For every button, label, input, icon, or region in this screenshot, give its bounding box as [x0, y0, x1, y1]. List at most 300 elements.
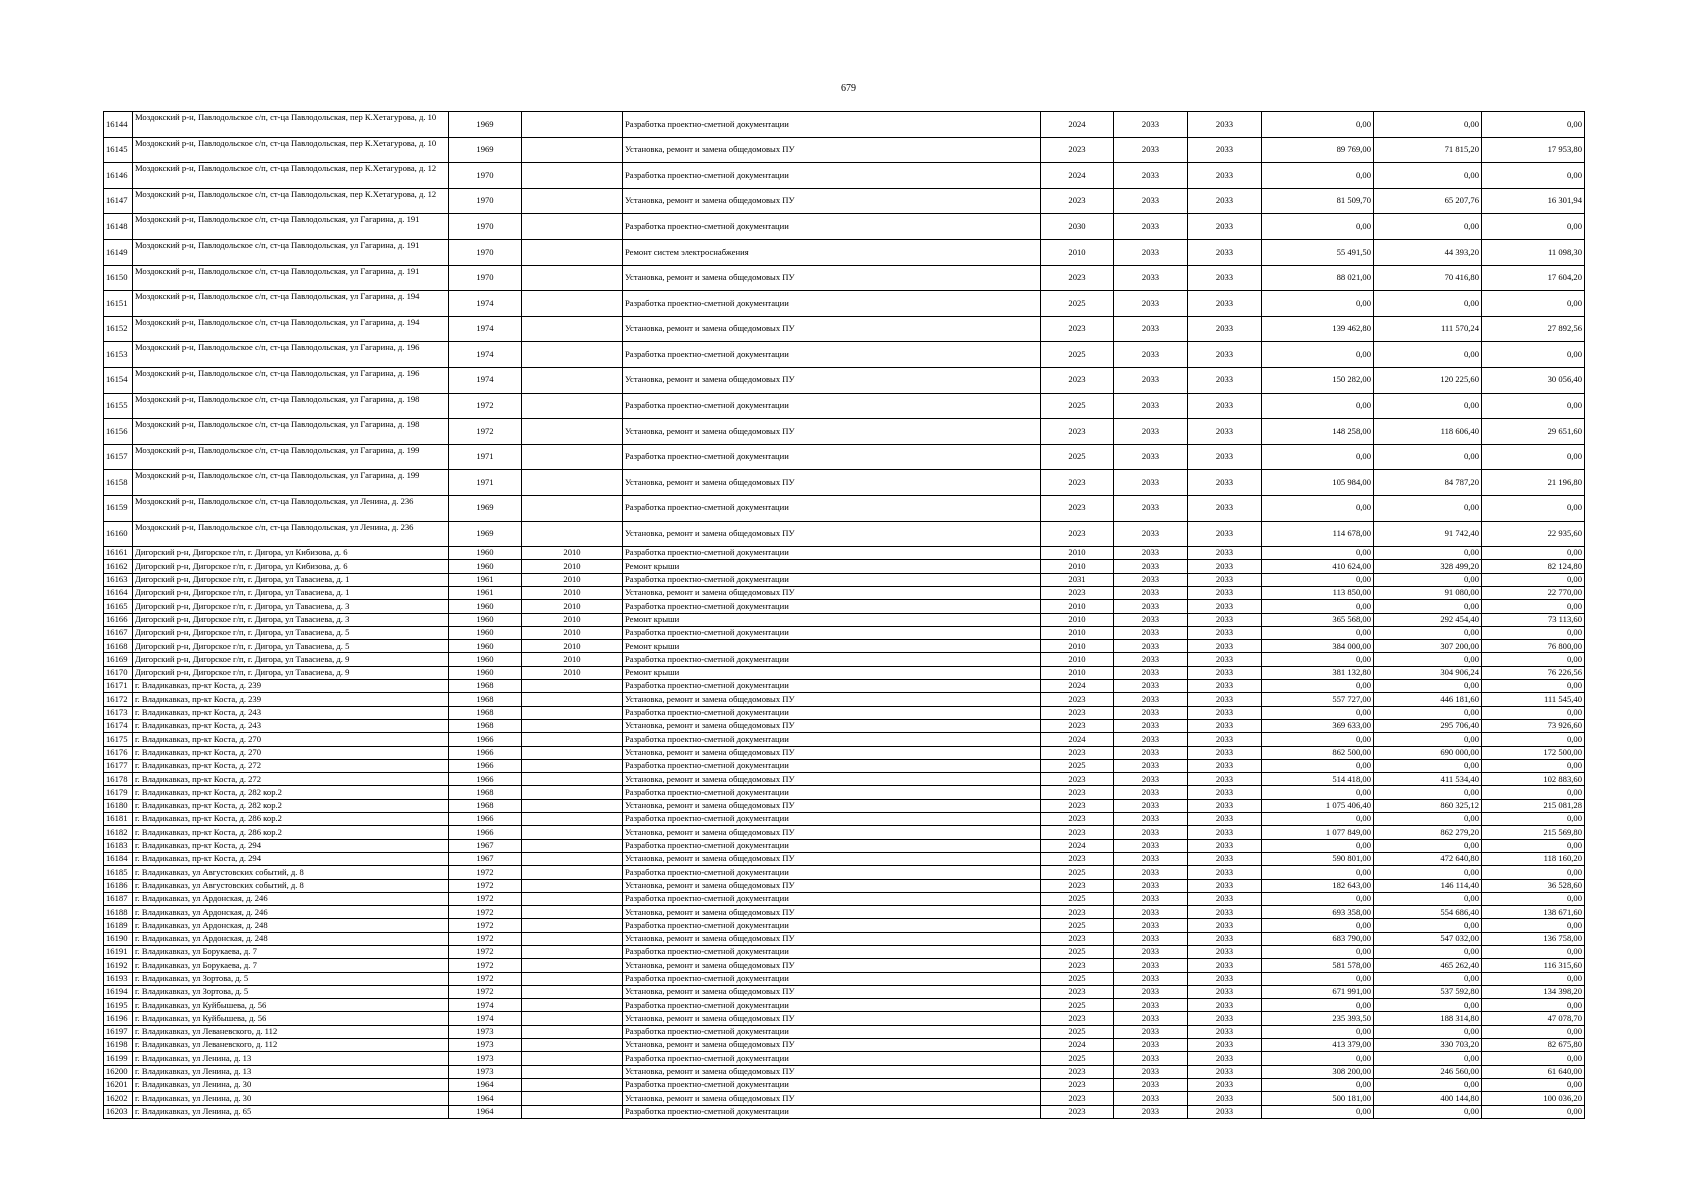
table-row	[104, 495, 1585, 521]
plan-year-cell: 2010	[1041, 613, 1114, 626]
fund-cost-cell: 0,00	[1374, 972, 1482, 985]
work-type-cell: Установка, ремонт и замена общедомовых ПУ	[623, 693, 1041, 706]
period-end-cell: 2033	[1188, 188, 1262, 214]
fund-cost-cell: 465 262,40	[1374, 959, 1482, 972]
work-type-cell: Ремонт крыши	[623, 613, 1041, 626]
work-type-cell: Установка, ремонт и замена общедомовых ПУ	[623, 367, 1041, 393]
period-end-cell: 2033	[1188, 1052, 1262, 1065]
owner-cost-cell: 0,00	[1482, 972, 1585, 985]
address-cell: Моздокский р-н, Павлодольское с/п, ст-ца Павлодольская, ул Гагарина, д. 194	[133, 291, 449, 317]
build-year-cell: 1972	[449, 959, 522, 972]
fund-cost-cell: 146 114,40	[1374, 879, 1482, 892]
fund-cost-cell: 0,00	[1374, 214, 1482, 240]
address-cell: г. Владикавказ, ул Леваневского, д. 112	[133, 1025, 449, 1038]
address-cell: г. Владикавказ, ул Ленина, д. 13	[133, 1052, 449, 1065]
row-number-cell: 16172	[104, 693, 133, 706]
work-type-cell: Разработка проектно-сметной документации	[623, 495, 1041, 521]
total-cost-cell: 0,00	[1262, 600, 1374, 613]
fund-cost-cell: 0,00	[1374, 999, 1482, 1012]
plan-year-cell: 2024	[1041, 163, 1114, 189]
build-year-cell: 1971	[449, 444, 522, 470]
repair-year-cell	[522, 972, 623, 985]
repair-year-cell	[522, 1078, 623, 1091]
address-cell: Моздокский р-н, Павлодольское с/п, ст-ца Павлодольская, пер К.Хетагурова, д. 12	[133, 188, 449, 214]
address-cell: Дигорский р-н, Дигорское г/п, г. Дигора, ул Тавасиева, д. 3	[133, 613, 449, 626]
table-row	[104, 813, 1585, 826]
repair-year-cell	[522, 1012, 623, 1025]
address-cell: г. Владикавказ, ул Августовских событий, д. 8	[133, 879, 449, 892]
repair-year-cell	[522, 470, 623, 496]
table-row	[104, 1105, 1585, 1118]
period-end-cell: 2033	[1188, 813, 1262, 826]
work-type-cell: Разработка проектно-сметной документации	[623, 972, 1041, 985]
total-cost-cell: 0,00	[1262, 866, 1374, 879]
fund-cost-cell: 0,00	[1374, 291, 1482, 317]
total-cost-cell: 0,00	[1262, 1025, 1374, 1038]
period-start-cell: 2033	[1114, 1105, 1188, 1118]
work-type-cell: Установка, ремонт и замена общедомовых ПУ	[623, 137, 1041, 163]
owner-cost-cell: 29 651,60	[1482, 419, 1585, 445]
fund-cost-cell: 554 686,40	[1374, 906, 1482, 919]
period-end-cell: 2033	[1188, 573, 1262, 586]
fund-cost-cell: 0,00	[1374, 919, 1482, 932]
fund-cost-cell: 0,00	[1374, 495, 1482, 521]
period-end-cell: 2033	[1188, 972, 1262, 985]
table-row	[104, 239, 1585, 265]
total-cost-cell: 0,00	[1262, 444, 1374, 470]
period-end-cell: 2033	[1188, 985, 1262, 998]
repair-year-cell	[522, 1052, 623, 1065]
plan-year-cell: 2025	[1041, 393, 1114, 419]
address-cell: г. Владикавказ, ул Леваневского, д. 112	[133, 1039, 449, 1052]
row-number-cell: 16182	[104, 826, 133, 839]
row-number-cell: 16163	[104, 573, 133, 586]
period-start-cell: 2033	[1114, 1092, 1188, 1105]
total-cost-cell: 139 462,80	[1262, 316, 1374, 342]
period-end-cell: 2033	[1188, 706, 1262, 719]
plan-year-cell: 2024	[1041, 839, 1114, 852]
period-end-cell: 2033	[1188, 826, 1262, 839]
repair-year-cell	[522, 799, 623, 812]
plan-year-cell: 2030	[1041, 214, 1114, 240]
total-cost-cell: 0,00	[1262, 573, 1374, 586]
work-type-cell: Установка, ремонт и замена общедомовых ПУ	[623, 799, 1041, 812]
build-year-cell: 1968	[449, 693, 522, 706]
build-year-cell: 1969	[449, 137, 522, 163]
address-cell: г. Владикавказ, ул Борукаева, д. 7	[133, 946, 449, 959]
work-type-cell: Установка, ремонт и замена общедомовых ПУ	[623, 1039, 1041, 1052]
period-start-cell: 2033	[1114, 746, 1188, 759]
work-type-cell: Установка, ремонт и замена общедомовых ПУ	[623, 1092, 1041, 1105]
owner-cost-cell: 21 196,80	[1482, 470, 1585, 496]
total-cost-cell: 0,00	[1262, 1078, 1374, 1091]
work-type-cell: Разработка проектно-сметной документации	[623, 573, 1041, 586]
row-number-cell: 16191	[104, 946, 133, 959]
build-year-cell: 1960	[449, 653, 522, 666]
table-row	[104, 799, 1585, 812]
build-year-cell: 1969	[449, 521, 522, 547]
fund-cost-cell: 547 032,00	[1374, 932, 1482, 945]
fund-cost-cell: 472 640,80	[1374, 852, 1482, 865]
period-start-cell: 2033	[1114, 773, 1188, 786]
repair-year-cell	[522, 746, 623, 759]
fund-cost-cell: 0,00	[1374, 706, 1482, 719]
repair-year-cell: 2010	[522, 560, 623, 573]
owner-cost-cell: 116 315,60	[1482, 959, 1585, 972]
period-end-cell: 2033	[1188, 265, 1262, 291]
repair-year-cell: 2010	[522, 547, 623, 560]
address-cell: Моздокский р-н, Павлодольское с/п, ст-ца Павлодольская, ул Гагарина, д. 198	[133, 393, 449, 419]
period-end-cell: 2033	[1188, 946, 1262, 959]
total-cost-cell: 0,00	[1262, 495, 1374, 521]
period-end-cell: 2033	[1188, 316, 1262, 342]
work-type-cell: Разработка проектно-сметной документации	[623, 999, 1041, 1012]
table-row	[104, 342, 1585, 368]
table-row	[104, 839, 1585, 852]
owner-cost-cell: 0,00	[1482, 163, 1585, 189]
plan-year-cell: 2023	[1041, 419, 1114, 445]
address-cell: Моздокский р-н, Павлодольское с/п, ст-ца Павлодольская, ул Гагарина, д. 199	[133, 444, 449, 470]
table-row	[104, 706, 1585, 719]
fund-cost-cell: 292 454,40	[1374, 613, 1482, 626]
address-cell: Моздокский р-н, Павлодольское с/п, ст-ца Павлодольская, ул Гагарина, д. 198	[133, 419, 449, 445]
period-end-cell: 2033	[1188, 746, 1262, 759]
work-type-cell: Разработка проектно-сметной документации	[623, 600, 1041, 613]
address-cell: Дигорский р-н, Дигорское г/п, г. Дигора, ул Кибизова, д. 6	[133, 560, 449, 573]
owner-cost-cell: 73 926,60	[1482, 719, 1585, 732]
table-row	[104, 972, 1585, 985]
work-type-cell: Установка, ремонт и замена общедомовых ПУ	[623, 959, 1041, 972]
plan-year-cell: 2023	[1041, 746, 1114, 759]
table-row	[104, 613, 1585, 626]
address-cell: г. Владикавказ, ул Ленина, д. 13	[133, 1065, 449, 1078]
period-start-cell: 2033	[1114, 999, 1188, 1012]
row-number-cell: 16169	[104, 653, 133, 666]
repair-year-cell	[522, 1092, 623, 1105]
work-type-cell: Разработка проектно-сметной документации	[623, 1052, 1041, 1065]
period-start-cell: 2033	[1114, 163, 1188, 189]
owner-cost-cell: 136 758,00	[1482, 932, 1585, 945]
period-start-cell: 2033	[1114, 419, 1188, 445]
work-type-cell: Установка, ремонт и замена общедомовых ПУ	[623, 719, 1041, 732]
period-end-cell: 2033	[1188, 680, 1262, 693]
period-end-cell: 2033	[1188, 892, 1262, 905]
row-number-cell: 16190	[104, 932, 133, 945]
period-end-cell: 2033	[1188, 1025, 1262, 1038]
plan-year-cell: 2023	[1041, 316, 1114, 342]
period-end-cell: 2033	[1188, 393, 1262, 419]
owner-cost-cell: 172 500,00	[1482, 746, 1585, 759]
address-cell: г. Владикавказ, пр-кт Коста, д. 282 кор.2	[133, 786, 449, 799]
table-row	[104, 866, 1585, 879]
period-start-cell: 2033	[1114, 573, 1188, 586]
address-cell: Моздокский р-н, Павлодольское с/п, ст-ца Павлодольская, ул Ленина, д. 236	[133, 521, 449, 547]
total-cost-cell: 0,00	[1262, 112, 1374, 138]
owner-cost-cell: 22 935,60	[1482, 521, 1585, 547]
period-start-cell: 2033	[1114, 600, 1188, 613]
fund-cost-cell: 0,00	[1374, 759, 1482, 772]
repair-year-cell	[522, 866, 623, 879]
address-cell: г. Владикавказ, ул Ленина, д. 30	[133, 1078, 449, 1091]
period-end-cell: 2033	[1188, 163, 1262, 189]
period-start-cell: 2033	[1114, 959, 1188, 972]
fund-cost-cell: 860 325,12	[1374, 799, 1482, 812]
fund-cost-cell: 71 815,20	[1374, 137, 1482, 163]
owner-cost-cell: 82 124,80	[1482, 560, 1585, 573]
total-cost-cell: 369 633,00	[1262, 719, 1374, 732]
build-year-cell: 1974	[449, 342, 522, 368]
period-end-cell: 2033	[1188, 640, 1262, 653]
table-row	[104, 759, 1585, 772]
total-cost-cell: 0,00	[1262, 839, 1374, 852]
address-cell: Моздокский р-н, Павлодольское с/п, ст-ца Павлодольская, пер К.Хетагурова, д. 10	[133, 137, 449, 163]
address-cell: Моздокский р-н, Павлодольское с/п, ст-ца Павлодольская, ул Гагарина, д. 191	[133, 265, 449, 291]
repair-year-cell	[522, 137, 623, 163]
period-start-cell: 2033	[1114, 547, 1188, 560]
build-year-cell: 1967	[449, 852, 522, 865]
plan-year-cell: 2024	[1041, 680, 1114, 693]
total-cost-cell: 89 769,00	[1262, 137, 1374, 163]
period-start-cell: 2033	[1114, 1052, 1188, 1065]
build-year-cell: 1960	[449, 666, 522, 679]
repair-year-cell	[522, 879, 623, 892]
owner-cost-cell: 215 569,80	[1482, 826, 1585, 839]
work-type-cell: Разработка проектно-сметной документации	[623, 163, 1041, 189]
period-start-cell: 2033	[1114, 316, 1188, 342]
row-number-cell: 16164	[104, 586, 133, 599]
work-type-cell: Разработка проектно-сметной документации	[623, 866, 1041, 879]
repair-year-cell	[522, 214, 623, 240]
total-cost-cell: 0,00	[1262, 813, 1374, 826]
plan-year-cell: 2010	[1041, 626, 1114, 639]
address-cell: Моздокский р-н, Павлодольское с/п, ст-ца Павлодольская, ул Гагарина, д. 194	[133, 316, 449, 342]
period-end-cell: 2033	[1188, 560, 1262, 573]
fund-cost-cell: 120 225,60	[1374, 367, 1482, 393]
period-end-cell: 2033	[1188, 866, 1262, 879]
row-number-cell: 16157	[104, 444, 133, 470]
row-number-cell: 16161	[104, 547, 133, 560]
build-year-cell: 1960	[449, 626, 522, 639]
period-end-cell: 2033	[1188, 291, 1262, 317]
plan-year-cell: 2024	[1041, 1039, 1114, 1052]
plan-year-cell: 2023	[1041, 188, 1114, 214]
repair-year-cell	[522, 680, 623, 693]
build-year-cell: 1972	[449, 866, 522, 879]
total-cost-cell: 0,00	[1262, 892, 1374, 905]
owner-cost-cell: 82 675,80	[1482, 1039, 1585, 1052]
row-number-cell: 16148	[104, 214, 133, 240]
owner-cost-cell: 30 056,40	[1482, 367, 1585, 393]
table-row	[104, 1065, 1585, 1078]
row-number-cell: 16175	[104, 733, 133, 746]
owner-cost-cell: 111 545,40	[1482, 693, 1585, 706]
fund-cost-cell: 0,00	[1374, 1078, 1482, 1091]
repair-year-cell	[522, 1065, 623, 1078]
period-end-cell: 2033	[1188, 1012, 1262, 1025]
row-number-cell: 16158	[104, 470, 133, 496]
table-row	[104, 214, 1585, 240]
plan-year-cell: 2025	[1041, 444, 1114, 470]
total-cost-cell: 308 200,00	[1262, 1065, 1374, 1078]
period-end-cell: 2033	[1188, 799, 1262, 812]
fund-cost-cell: 65 207,76	[1374, 188, 1482, 214]
period-start-cell: 2033	[1114, 214, 1188, 240]
repair-year-cell	[522, 521, 623, 547]
repair-year-cell	[522, 342, 623, 368]
total-cost-cell: 150 282,00	[1262, 367, 1374, 393]
work-type-cell: Разработка проектно-сметной документации	[623, 1105, 1041, 1118]
period-start-cell: 2033	[1114, 666, 1188, 679]
row-number-cell: 16194	[104, 985, 133, 998]
period-start-cell: 2033	[1114, 866, 1188, 879]
fund-cost-cell: 330 703,20	[1374, 1039, 1482, 1052]
plan-year-cell: 2023	[1041, 265, 1114, 291]
row-number-cell: 16145	[104, 137, 133, 163]
address-cell: Дигорский р-н, Дигорское г/п, г. Дигора, ул Тавасиева, д. 1	[133, 586, 449, 599]
owner-cost-cell: 0,00	[1482, 1025, 1585, 1038]
row-number-cell: 16168	[104, 640, 133, 653]
total-cost-cell: 105 984,00	[1262, 470, 1374, 496]
period-end-cell: 2033	[1188, 759, 1262, 772]
build-year-cell: 1972	[449, 985, 522, 998]
table-row	[104, 1052, 1585, 1065]
work-type-cell: Разработка проектно-сметной документации	[623, 342, 1041, 368]
period-start-cell: 2033	[1114, 653, 1188, 666]
fund-cost-cell: 111 570,24	[1374, 316, 1482, 342]
address-cell: Дигорский р-н, Дигорское г/п, г. Дигора, ул Тавасиева, д. 5	[133, 626, 449, 639]
table-row	[104, 919, 1585, 932]
period-end-cell: 2033	[1188, 719, 1262, 732]
period-end-cell: 2033	[1188, 1105, 1262, 1118]
plan-year-cell: 2024	[1041, 112, 1114, 138]
owner-cost-cell: 0,00	[1482, 495, 1585, 521]
build-year-cell: 1972	[449, 393, 522, 419]
total-cost-cell: 0,00	[1262, 547, 1374, 560]
fund-cost-cell: 0,00	[1374, 1105, 1482, 1118]
period-start-cell: 2033	[1114, 1065, 1188, 1078]
fund-cost-cell: 0,00	[1374, 163, 1482, 189]
table-row	[104, 265, 1585, 291]
address-cell: г. Владикавказ, пр-кт Коста, д. 243	[133, 719, 449, 732]
owner-cost-cell: 76 226,56	[1482, 666, 1585, 679]
repair-year-cell	[522, 959, 623, 972]
row-number-cell: 16192	[104, 959, 133, 972]
plan-year-cell: 2025	[1041, 892, 1114, 905]
build-year-cell: 1968	[449, 786, 522, 799]
table-row	[104, 852, 1585, 865]
owner-cost-cell: 0,00	[1482, 653, 1585, 666]
owner-cost-cell: 0,00	[1482, 1078, 1585, 1091]
plan-year-cell: 2023	[1041, 1065, 1114, 1078]
total-cost-cell: 0,00	[1262, 786, 1374, 799]
repair-year-cell: 2010	[522, 626, 623, 639]
fund-cost-cell: 246 560,00	[1374, 1065, 1482, 1078]
row-number-cell: 16185	[104, 866, 133, 879]
period-end-cell: 2033	[1188, 1078, 1262, 1091]
build-year-cell: 1961	[449, 573, 522, 586]
address-cell: Моздокский р-н, Павлодольское с/п, ст-ца Павлодольская, ул Гагарина, д. 191	[133, 239, 449, 265]
plan-year-cell: 2023	[1041, 906, 1114, 919]
repair-year-cell	[522, 239, 623, 265]
period-start-cell: 2033	[1114, 626, 1188, 639]
build-year-cell: 1972	[449, 879, 522, 892]
repair-year-cell: 2010	[522, 666, 623, 679]
work-type-cell: Разработка проектно-сметной документации	[623, 946, 1041, 959]
owner-cost-cell: 0,00	[1482, 444, 1585, 470]
table-row	[104, 653, 1585, 666]
period-end-cell: 2033	[1188, 693, 1262, 706]
table-row	[104, 600, 1585, 613]
period-start-cell: 2033	[1114, 693, 1188, 706]
build-year-cell: 1964	[449, 1105, 522, 1118]
row-number-cell: 16174	[104, 719, 133, 732]
plan-year-cell: 2023	[1041, 786, 1114, 799]
plan-year-cell: 2031	[1041, 573, 1114, 586]
fund-cost-cell: 0,00	[1374, 626, 1482, 639]
period-end-cell: 2033	[1188, 653, 1262, 666]
period-start-cell: 2033	[1114, 906, 1188, 919]
period-end-cell: 2033	[1188, 959, 1262, 972]
row-number-cell: 16181	[104, 813, 133, 826]
total-cost-cell: 0,00	[1262, 1105, 1374, 1118]
fund-cost-cell: 446 181,60	[1374, 693, 1482, 706]
plan-year-cell: 2023	[1041, 826, 1114, 839]
work-type-cell: Установка, ремонт и замена общедомовых ПУ	[623, 188, 1041, 214]
fund-cost-cell: 862 279,20	[1374, 826, 1482, 839]
row-number-cell: 16159	[104, 495, 133, 521]
plan-year-cell: 2023	[1041, 879, 1114, 892]
work-type-cell: Разработка проектно-сметной документации	[623, 1025, 1041, 1038]
period-end-cell: 2033	[1188, 137, 1262, 163]
owner-cost-cell: 0,00	[1482, 573, 1585, 586]
repair-year-cell	[522, 946, 623, 959]
repair-year-cell	[522, 839, 623, 852]
fund-cost-cell: 295 706,40	[1374, 719, 1482, 732]
build-year-cell: 1974	[449, 291, 522, 317]
work-type-cell: Установка, ремонт и замена общедомовых ПУ	[623, 470, 1041, 496]
plan-year-cell: 2010	[1041, 560, 1114, 573]
period-end-cell: 2033	[1188, 919, 1262, 932]
row-number-cell: 16155	[104, 393, 133, 419]
period-start-cell: 2033	[1114, 613, 1188, 626]
period-end-cell: 2033	[1188, 786, 1262, 799]
build-year-cell: 1970	[449, 214, 522, 240]
period-end-cell: 2033	[1188, 613, 1262, 626]
owner-cost-cell: 76 800,00	[1482, 640, 1585, 653]
plan-year-cell: 2023	[1041, 813, 1114, 826]
row-number-cell: 16186	[104, 879, 133, 892]
address-cell: г. Владикавказ, ул Ардонская, д. 248	[133, 932, 449, 945]
period-end-cell: 2033	[1188, 626, 1262, 639]
build-year-cell: 1968	[449, 719, 522, 732]
repair-year-cell	[522, 706, 623, 719]
plan-year-cell: 2025	[1041, 866, 1114, 879]
address-cell: Моздокский р-н, Павлодольское с/п, ст-ца Павлодольская, ул Гагарина, д. 196	[133, 342, 449, 368]
period-end-cell: 2033	[1188, 112, 1262, 138]
period-end-cell: 2033	[1188, 600, 1262, 613]
build-year-cell: 1961	[449, 586, 522, 599]
address-cell: г. Владикавказ, ул Зортова, д. 5	[133, 972, 449, 985]
owner-cost-cell: 0,00	[1482, 214, 1585, 240]
period-start-cell: 2033	[1114, 852, 1188, 865]
repair-year-cell	[522, 444, 623, 470]
fund-cost-cell: 70 416,80	[1374, 265, 1482, 291]
period-end-cell: 2033	[1188, 773, 1262, 786]
period-start-cell: 2033	[1114, 188, 1188, 214]
owner-cost-cell: 17 953,80	[1482, 137, 1585, 163]
build-year-cell: 1970	[449, 163, 522, 189]
repair-year-cell	[522, 393, 623, 419]
